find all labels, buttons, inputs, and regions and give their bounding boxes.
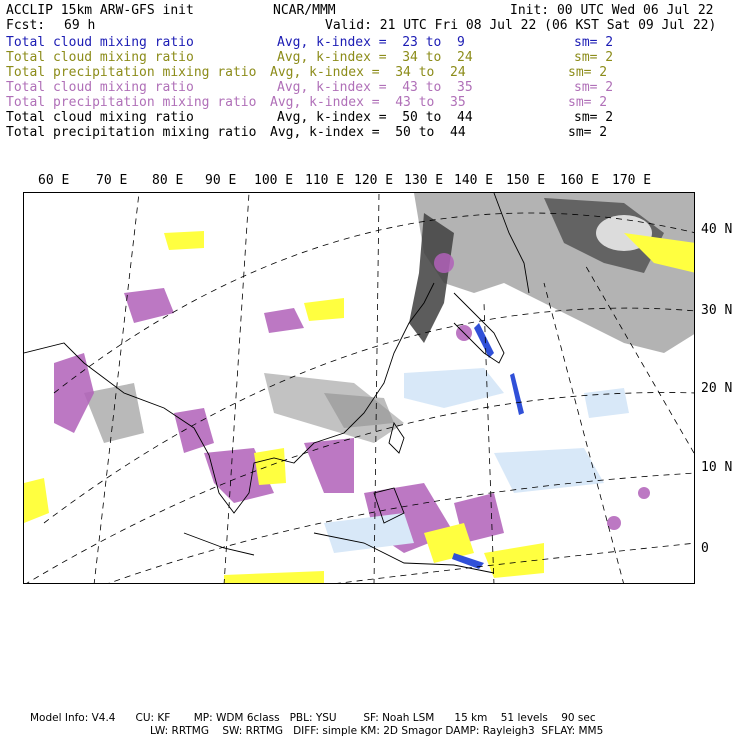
valid-time: Valid: 21 UTC Fri 08 Jul 22 (06 KST Sat 09 Jul 22) xyxy=(325,18,717,33)
field-name: Total precipitation mixing ratio xyxy=(6,65,257,80)
field-avg: Avg, k-index = 43 to 35 xyxy=(270,95,466,110)
latitude-label: 0 xyxy=(701,541,709,556)
field-avg: Avg, k-index = 43 to 35 xyxy=(277,80,473,95)
field-avg: Avg, k-index = 34 to 24 xyxy=(277,50,473,65)
field-sm: sm= 2 xyxy=(574,50,614,65)
org-label: NCAR/MMM xyxy=(273,3,336,18)
model-info-line1: Model Info: V4.4 CU: KF MP: WDM 6class PBL: YSU SF: Noah LSM 15 km 51 levels 90 sec xyxy=(30,712,596,724)
forecast-hour: 69 h xyxy=(64,18,96,33)
forecast-label: Fcst: xyxy=(6,18,46,33)
model-title: ACCLIP 15km ARW-GFS init xyxy=(6,3,194,18)
latitude-label: 40 N xyxy=(701,222,733,237)
latitude-label: 30 N xyxy=(701,303,733,318)
field-name: Total cloud mixing ratio xyxy=(6,110,194,125)
init-time: Init: 00 UTC Wed 06 Jul 22 xyxy=(510,3,714,18)
field-sm: sm= 2 xyxy=(574,110,614,125)
longitude-label: 150 E xyxy=(506,173,546,188)
field-sm: sm= 2 xyxy=(568,95,608,110)
field-avg: Avg, k-index = 23 to 9 xyxy=(277,35,465,50)
field-name: Total cloud mixing ratio xyxy=(6,50,194,65)
longitude-label: 130 E xyxy=(404,173,444,188)
field-name: Total cloud mixing ratio xyxy=(6,80,194,95)
field-name: Total cloud mixing ratio xyxy=(6,35,194,50)
field-avg: Avg, k-index = 50 to 44 xyxy=(277,110,473,125)
model-info-line2: LW: RRTMG SW: RRTMG DIFF: simple KM: 2D Smagor DAMP: Rayleigh3 SFLAY: MM5 xyxy=(150,725,604,737)
longitude-label: 110 E xyxy=(305,173,345,188)
longitude-label: 120 E xyxy=(354,173,394,188)
longitude-label: 70 E xyxy=(96,173,128,188)
field-sm: sm= 2 xyxy=(574,80,614,95)
longitude-label: 160 E xyxy=(560,173,600,188)
field-avg: Avg, k-index = 50 to 44 xyxy=(270,125,466,140)
longitude-label: 60 E xyxy=(38,173,70,188)
map-canvas xyxy=(24,193,695,584)
longitude-label: 140 E xyxy=(454,173,494,188)
field-name: Total precipitation mixing ratio xyxy=(6,125,257,140)
forecast-map[interactable] xyxy=(23,192,695,584)
longitude-label: 90 E xyxy=(205,173,237,188)
field-avg: Avg, k-index = 34 to 24 xyxy=(270,65,466,80)
latitude-label: 10 N xyxy=(701,460,733,475)
longitude-label: 100 E xyxy=(254,173,294,188)
field-name: Total precipitation mixing ratio xyxy=(6,95,257,110)
field-sm: sm= 2 xyxy=(574,35,614,50)
longitude-label: 170 E xyxy=(612,173,652,188)
latitude-label: 20 N xyxy=(701,381,733,396)
longitude-label: 80 E xyxy=(152,173,184,188)
field-sm: sm= 2 xyxy=(568,125,608,140)
field-sm: sm= 2 xyxy=(568,65,608,80)
